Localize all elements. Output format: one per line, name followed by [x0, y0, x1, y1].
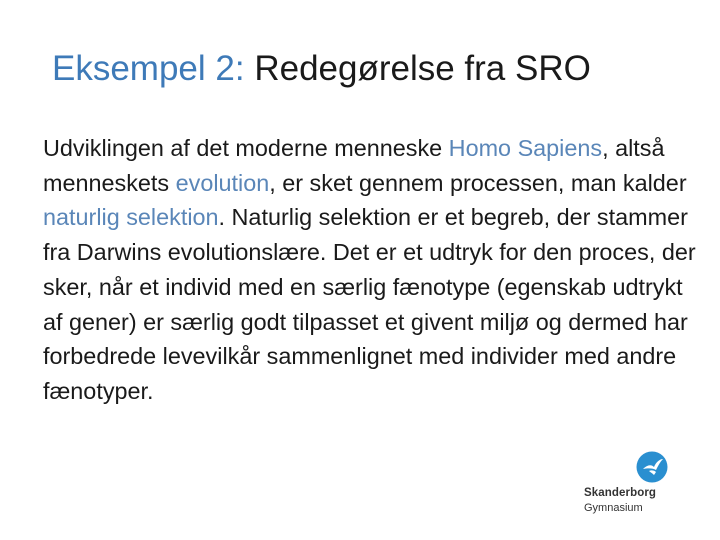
body-segment: Udviklingen af det moderne menneske [43, 135, 449, 161]
body-segment: . Naturlig selektion er et begreb, der stammer fra Darwins evolutionslære. Det er et udtryk for den proces, der sker, når et individ med en særlig fænotype (egenskab udtrykt af gener) er særlig godt tilpasset et givent miljø og dermed har forbedrede levevilkår sammenlignet med individer med andre fænotyper. [43, 204, 696, 404]
highlight-term-evolution: evolution [175, 169, 270, 196]
school-logo [580, 450, 680, 520]
body-segment: , altså menneskets [43, 135, 665, 196]
title-main: Redegørelse fra SRO [254, 49, 591, 88]
body-paragraph [43, 131, 703, 409]
highlight-term-naturlig-selektion: naturlig selektion [43, 204, 219, 231]
highlight-term-homo-sapiens: Homo Sapiens [448, 135, 603, 161]
logo-name: Skanderborg [584, 487, 657, 499]
slide-title [52, 46, 712, 92]
bird-icon [636, 451, 668, 483]
title-prefix: Eksempel 2: [52, 49, 245, 88]
logo-subtitle: Gymnasium [584, 502, 643, 514]
body-segment: , er sket gennem processen, man kalder [269, 169, 687, 196]
